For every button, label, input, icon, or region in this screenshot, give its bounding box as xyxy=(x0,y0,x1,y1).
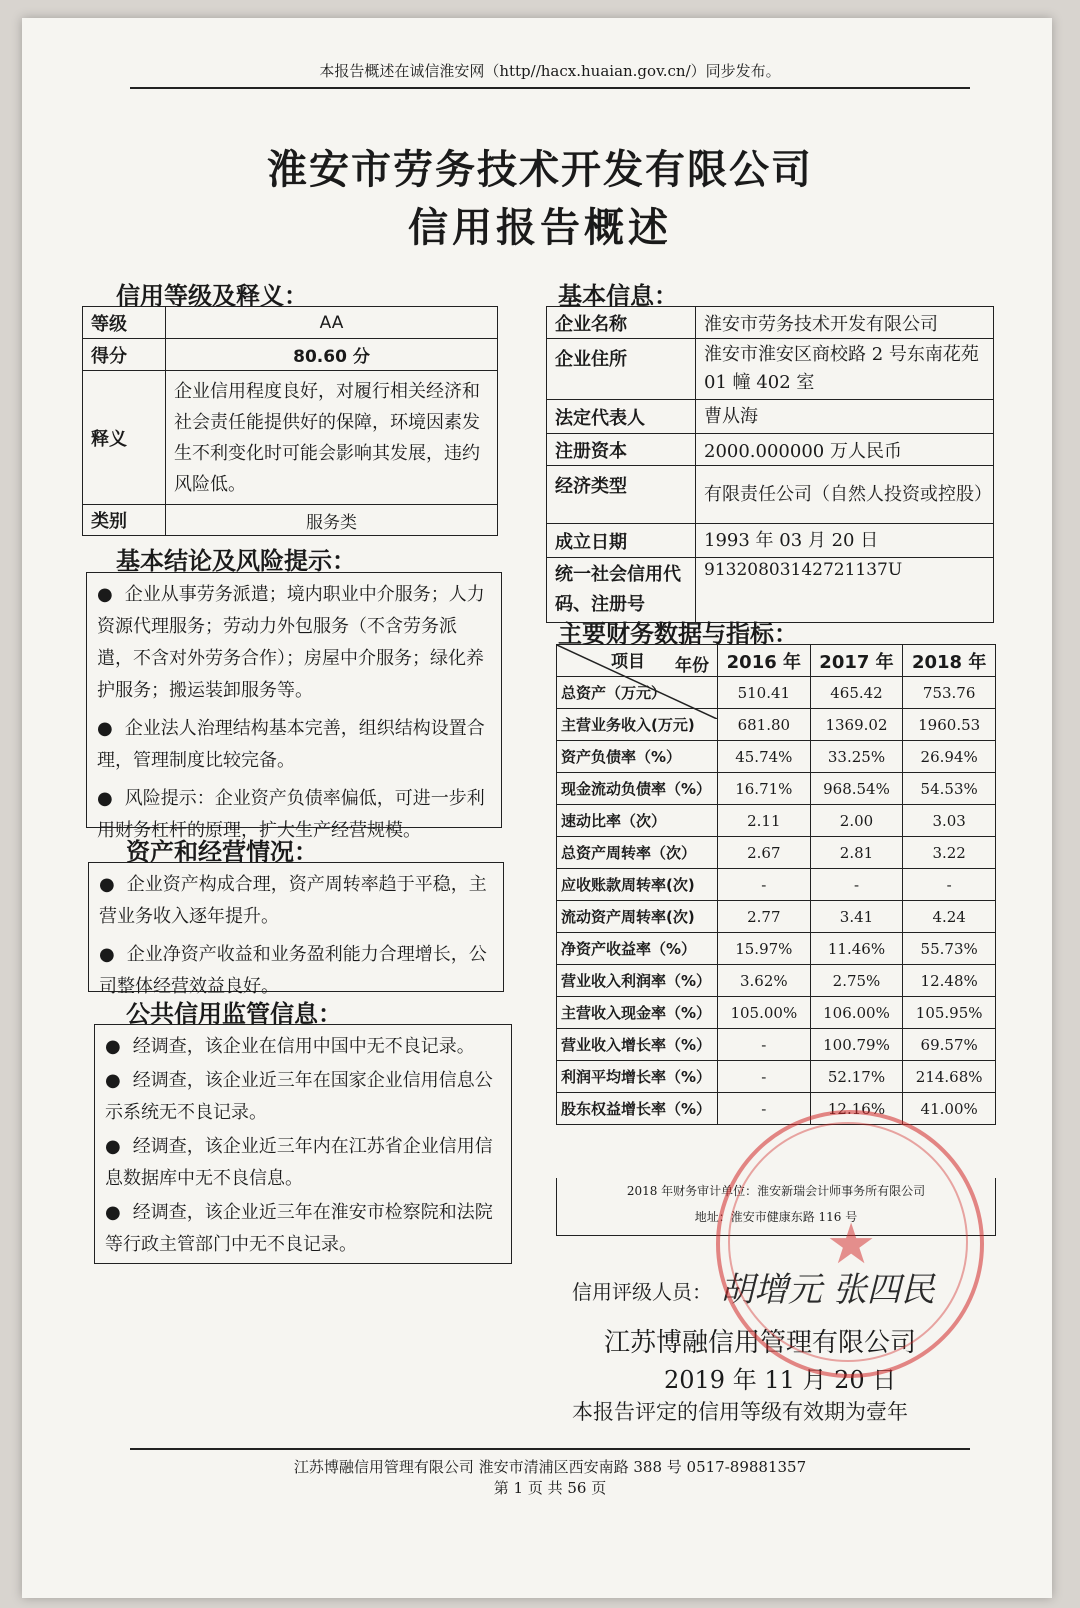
public-box xyxy=(94,1024,512,1264)
finance-cell: 1960.53 xyxy=(903,709,996,741)
company-title: 淮安市劳务技术开发有限公司 xyxy=(267,146,813,193)
basic-value-legal-rep: 曹从海 xyxy=(696,400,994,434)
assets-heading: 资产和经营情况： xyxy=(126,838,318,866)
credit-meaning: 企业信用程度良好，对履行相关经济和社会责任能提供好的保障，环境因素发生不利变化时可能会影响其发展，违约风险低。 xyxy=(166,371,498,505)
finance-cell: 12.48% xyxy=(903,965,996,997)
finance-cell: 681.80 xyxy=(718,709,811,741)
finance-cell: 45.74% xyxy=(718,741,811,773)
rating-company: 江苏博融信用管理有限公司 xyxy=(604,1328,917,1358)
assets-item: ● 企业资产构成合理，资产周转率趋于平稳，主营业务收入逐年提升。 xyxy=(99,874,487,927)
finance-cell: 55.73% xyxy=(903,933,996,965)
corner-item-label: 项目 xyxy=(611,652,645,672)
finance-row xyxy=(557,933,996,965)
audit-address: 地址：淮安市健康东路 116 号 xyxy=(694,1210,858,1224)
finance-cell: 2.77 xyxy=(718,901,811,933)
finance-row-label: 现金流动负债率（%） xyxy=(557,773,718,805)
finance-row-label: 流动资产周转率(次) xyxy=(557,901,718,933)
year-header: 2018 年 xyxy=(903,645,996,677)
conclusion-heading: 基本结论及风险提示： xyxy=(116,547,356,575)
conclusion-item: ● 企业法人治理结构基本完善，组织结构设置合理，管理制度比较完备。 xyxy=(97,718,485,771)
basic-label: 经济类型 xyxy=(547,466,696,524)
finance-row-label: 总资产（万元） xyxy=(557,677,718,709)
rating-date: 2019 年 11 月 20 日 xyxy=(664,1366,897,1394)
basic-value-address: 淮安市淮安区商校路 2 号东南花苑 01 幢 402 室 xyxy=(696,339,994,400)
finance-row-label: 应收账款周转率(次) xyxy=(557,869,718,901)
finance-cell: 3.22 xyxy=(903,837,996,869)
basic-value-type: 有限责任公司（自然人投资或控股） xyxy=(696,466,994,524)
finance-table xyxy=(556,644,996,1125)
corner-year-label: 年份 xyxy=(675,656,709,676)
public-item: ● 经调查，该企业在信用中国中无不良记录。 xyxy=(105,1036,475,1057)
credit-table xyxy=(82,306,498,536)
finance-row xyxy=(557,837,996,869)
finance-cell: 3.41 xyxy=(810,901,903,933)
credit-heading: 信用等级及释义： xyxy=(116,282,308,310)
finance-row-label: 主营收入现金率（%） xyxy=(557,997,718,1029)
finance-cell: 465.42 xyxy=(810,677,903,709)
conclusion-box xyxy=(86,572,502,841)
public-item: ● 经调查，该企业近三年在国家企业信用信息公示系统无不良记录。 xyxy=(105,1070,493,1123)
finance-row-label: 股东权益增长率（%） xyxy=(557,1093,718,1125)
finance-cell: 100.79% xyxy=(810,1029,903,1061)
finance-row xyxy=(557,773,996,805)
report-title: 信用报告概述 xyxy=(408,204,672,251)
basic-value-name: 淮安市劳务技术开发有限公司 xyxy=(696,307,994,339)
finance-corner xyxy=(557,645,718,677)
year-header: 2016 年 xyxy=(718,645,811,677)
credit-category: 服务类 xyxy=(166,505,498,536)
public-item: ● 经调查，该企业近三年在淮安市检察院和法院等行政主管部门中无不良记录。 xyxy=(105,1202,493,1255)
finance-row-label: 总资产周转率（次） xyxy=(557,837,718,869)
finance-row-label: 速动比率（次） xyxy=(557,805,718,837)
validity-note: 本报告评定的信用等级有效期为壹年 xyxy=(572,1400,908,1424)
basic-label: 成立日期 xyxy=(547,524,696,558)
finance-heading: 主要财务数据与指标： xyxy=(558,620,798,648)
credit-label-meaning: 释义 xyxy=(83,371,166,505)
footer-line: 江苏博融信用管理有限公司 淮安市清浦区西安南路 388 号 0517-89881357 xyxy=(293,1458,807,1476)
finance-cell: 69.57% xyxy=(903,1029,996,1061)
finance-cell: 33.25% xyxy=(810,741,903,773)
finance-row xyxy=(557,741,996,773)
basic-label: 注册资本 xyxy=(547,434,696,466)
finance-cell: 2.00 xyxy=(810,805,903,837)
finance-row xyxy=(557,901,996,933)
finance-row xyxy=(557,1029,996,1061)
finance-row-label: 营业收入增长率（%） xyxy=(557,1029,718,1061)
credit-label-score: 得分 xyxy=(83,339,166,371)
finance-cell: 2.81 xyxy=(810,837,903,869)
finance-rows xyxy=(557,677,996,1125)
finance-row xyxy=(557,805,996,837)
finance-cell: 510.41 xyxy=(718,677,811,709)
finance-cell: 968.54% xyxy=(810,773,903,805)
finance-cell: 105.00% xyxy=(718,997,811,1029)
public-item: ● 经调查，该企业近三年内在江苏省企业信用信息数据库中无不良信息。 xyxy=(105,1136,493,1189)
finance-cell: 16.71% xyxy=(718,773,811,805)
basic-label: 法定代表人 xyxy=(547,400,696,434)
credit-label-grade: 等级 xyxy=(83,307,166,339)
finance-cell: 2.11 xyxy=(718,805,811,837)
finance-row xyxy=(557,1093,996,1125)
finance-cell: 41.00% xyxy=(903,1093,996,1125)
basic-info-table xyxy=(546,306,994,623)
conclusion-item: ● 风险提示：企业资产负债率偏低，可进一步利用财务杠杆的原理，扩大生产经营规模。 xyxy=(97,788,485,841)
finance-cell: 12.16% xyxy=(810,1093,903,1125)
credit-score: 80.60 分 xyxy=(166,339,498,371)
finance-row xyxy=(557,997,996,1029)
basic-value-capital: 2000.000000 万人民币 xyxy=(696,434,994,466)
rater-label: 信用评级人员： xyxy=(572,1280,712,1304)
credit-label-category: 类别 xyxy=(83,505,166,536)
finance-cell: 26.94% xyxy=(903,741,996,773)
rater-signatures: 胡增元 张四民 xyxy=(720,1270,935,1310)
finance-cell: - xyxy=(718,869,811,901)
basic-value-founded: 1993 年 03 月 20 日 xyxy=(696,524,994,558)
finance-cell: 2.67 xyxy=(718,837,811,869)
finance-row xyxy=(557,1061,996,1093)
conclusion-item: ● 企业从事劳务派遣；境内职业中介服务；人力资源代理服务；劳动力外包服务（不含劳务派遣，不含对外劳务合作）；房屋中介服务；绿化养护服务；搬运装卸服务等。 xyxy=(97,584,485,701)
year-header: 2017 年 xyxy=(810,645,903,677)
finance-cell: 54.53% xyxy=(903,773,996,805)
finance-cell: 52.17% xyxy=(810,1061,903,1093)
finance-row-label: 主营业务收入(万元) xyxy=(557,709,718,741)
finance-row-label: 净资产收益率（%） xyxy=(557,933,718,965)
basic-label: 企业住所 xyxy=(547,339,696,400)
finance-cell: 214.68% xyxy=(903,1061,996,1093)
audit-note: 2018 年财务审计单位：淮安新瑞会计师事务所有限公司 xyxy=(626,1184,926,1198)
seal-star-icon: ★ xyxy=(826,1212,877,1277)
finance-cell: 15.97% xyxy=(718,933,811,965)
finance-cell: - xyxy=(718,1061,811,1093)
finance-cell: - xyxy=(718,1029,811,1061)
finance-cell: 11.46% xyxy=(810,933,903,965)
assets-item: ● 企业净资产收益和业务盈利能力合理增长，公司整体经营效益良好。 xyxy=(99,944,487,997)
finance-cell: 106.00% xyxy=(810,997,903,1029)
finance-row xyxy=(557,869,996,901)
basic-label: 企业名称 xyxy=(547,307,696,339)
header-note: 本报告概述在诚信淮安网（http//hacx.huaian.gov.cn/）同步发布。 xyxy=(130,60,970,89)
finance-cell: 1369.02 xyxy=(810,709,903,741)
finance-cell: - xyxy=(810,869,903,901)
finance-cell: - xyxy=(718,1093,811,1125)
finance-cell: - xyxy=(903,869,996,901)
page-number: 第 1 页 共 56 页 xyxy=(493,1479,607,1497)
assets-box xyxy=(88,862,504,997)
finance-row-label: 资产负债率（%） xyxy=(557,741,718,773)
finance-row-label: 营业收入利润率（%） xyxy=(557,965,718,997)
finance-cell: 2.75% xyxy=(810,965,903,997)
footer xyxy=(130,1448,970,1498)
finance-cell: 105.95% xyxy=(903,997,996,1029)
finance-cell: 3.03 xyxy=(903,805,996,837)
finance-row-label: 利润平均增长率（%） xyxy=(557,1061,718,1093)
finance-cell: 3.62% xyxy=(718,965,811,997)
basic-heading: 基本信息： xyxy=(558,282,678,310)
finance-cell: 4.24 xyxy=(903,901,996,933)
finance-row xyxy=(557,965,996,997)
basic-value-credit-code: 91320803142721137U xyxy=(696,558,994,623)
credit-grade: AA xyxy=(166,307,498,339)
public-heading: 公共信用监管信息： xyxy=(126,1000,342,1028)
basic-label: 统一社会信用代码、注册号 xyxy=(547,558,696,623)
finance-cell: 753.76 xyxy=(903,677,996,709)
